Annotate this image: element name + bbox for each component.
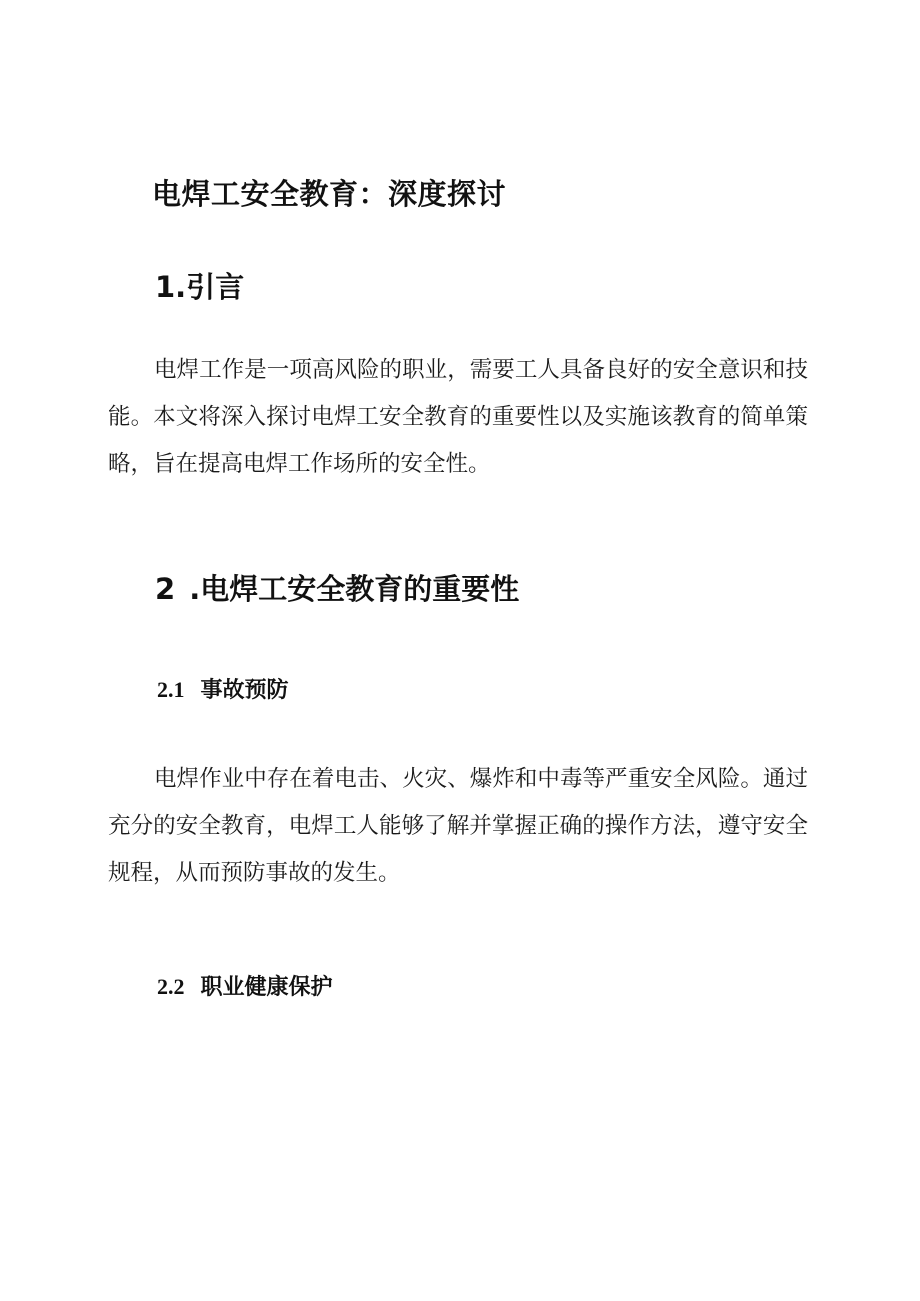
section-2-heading bbox=[155, 567, 519, 608]
section-2-number: 2 bbox=[155, 572, 176, 606]
subsection-2-1-number: 2.1 bbox=[157, 677, 185, 702]
subsection-2-1-paragraph: 电焊作业中存在着电击、火灾、爆炸和中毒等严重安全风险。通过充分的安全教育，电焊工人能够了解并掌握正确的操作方法，遵守安全规程，从而预防事故的发生。 bbox=[108, 766, 808, 886]
subsection-2-1-heading bbox=[157, 673, 289, 704]
section-1-paragraph: 电焊工作是一项高风险的职业，需要工人具备良好的安全意识和技能。本文将深入探讨电焊工安全教育的重要性以及实施该教育的简单策略，旨在提高电焊工作场所的安全性。 bbox=[108, 357, 808, 477]
section-1-heading: 1.引言 bbox=[155, 270, 245, 304]
subsection-2-2-number: 2.2 bbox=[157, 974, 185, 999]
subsection-2-2-title: 职业健康保护 bbox=[200, 975, 333, 1000]
section-2-title: .电焊工安全教育的重要性 bbox=[189, 572, 520, 606]
document-title: 电焊工安全教育：深度探讨 bbox=[152, 177, 507, 211]
subsection-2-1-title: 事故预防 bbox=[200, 678, 289, 703]
subsection-2-2-heading bbox=[157, 970, 333, 1001]
